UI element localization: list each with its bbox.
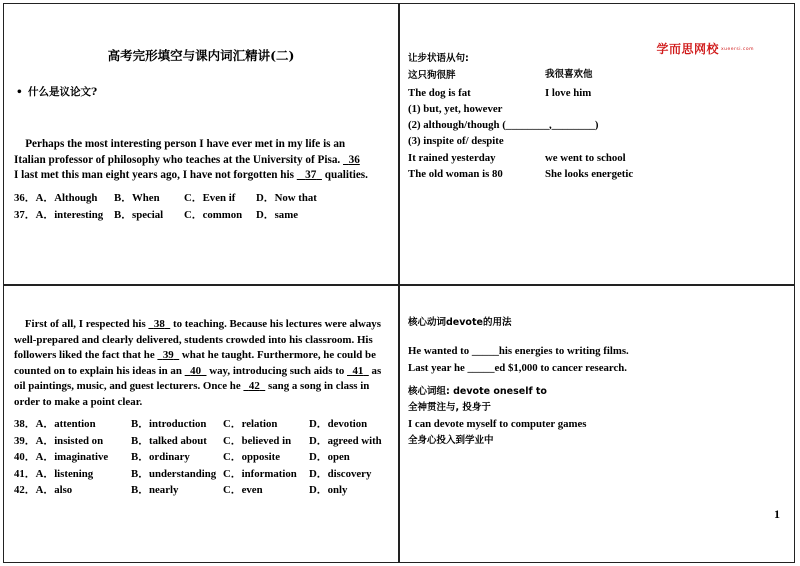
options-list <box>14 416 382 499</box>
passage-line: oil paintings, music, and guest lecturers. Once he 42 sang a song in class in <box>14 380 370 392</box>
example-row: 这只狗很胖 我很喜欢他 <box>408 69 593 82</box>
rule-line: (3) inspite of/ despite <box>408 135 504 148</box>
blank-38: 38 <box>153 318 165 330</box>
slide-top-left <box>3 3 399 285</box>
page-number: 1 <box>774 507 780 521</box>
rule-line: (1) but, yet, however <box>408 102 503 115</box>
options-list <box>14 190 317 223</box>
slide-top-right <box>399 3 795 285</box>
option-row: 42．A．also B．nearly C．even D．only <box>14 484 348 496</box>
phrase-heading: 核心词组: devote oneself to <box>408 385 547 397</box>
example-sentence: I can devote myself to computer games <box>408 418 587 431</box>
option-row: 37．A．interesting B．special C．common D．same <box>14 208 298 221</box>
passage-paragraph <box>14 137 368 184</box>
passage-line: Italian professor of philosophy who teaches at the University of Pisa. 36 <box>14 153 360 166</box>
passage-line: I last met this man eight years ago, I have not forgotten his 37 qualities. <box>14 169 368 181</box>
passage-line: order to make a point clear. <box>14 395 143 408</box>
blank-42: 42 <box>248 380 260 392</box>
bullet-item <box>16 84 97 99</box>
blank-40: 40 <box>190 364 202 377</box>
slide-bottom-right <box>399 285 795 563</box>
example-sentence: He wanted to _____his energies to writing films. <box>408 345 629 358</box>
phrase-translation: 全身心投入到学业中 <box>408 434 494 446</box>
section-heading: 让步状语从句: <box>408 53 469 64</box>
passage-line: followers liked the fact that he 39 what he taught. Furthermore, he could be <box>14 349 376 361</box>
example-sentence: Last year he _____ed $1,000 to cancer research. <box>408 361 628 374</box>
slide-title: 高考完形填空与课内词汇精讲(二) <box>107 48 295 63</box>
devote-section <box>408 315 629 449</box>
slide-bottom-left <box>3 285 399 563</box>
phrase-translation: 全神贯注与, 投身于 <box>408 402 491 414</box>
blank-39: 39 <box>162 349 174 361</box>
example-row: It rained yesterday we went to school <box>408 151 626 164</box>
rule-line: (2) although/though (________,________) <box>408 119 599 132</box>
option-row: 38．A．attention B．introduction C．relation D．devotion <box>14 418 368 430</box>
option-row: 36．A．Although B．When C．Even if D．Now that <box>14 192 317 204</box>
bullet-text: 什么是议论文? <box>28 86 98 98</box>
concession-section <box>408 51 634 182</box>
blank-37: 37 <box>305 169 317 181</box>
passage-line: counted on to explain his ideas in an 40 way, introducing such aids to 41 as <box>14 364 382 377</box>
option-row: 40．A．imaginative B．ordinary C．opposite D．open <box>14 451 350 463</box>
option-row: 41．A．listening B．understanding C．information D．discovery <box>14 467 372 480</box>
blank-36: 36 <box>348 153 360 166</box>
bullet-dot: • <box>16 86 23 98</box>
section-heading: 核心动词devote的用法 <box>408 317 512 328</box>
passage-line: Perhaps the most interesting person I have ever met in my life is an <box>25 138 346 150</box>
passage-paragraph <box>14 317 381 410</box>
passage-line: well-prepared and clearly delivered, students crowded into his classroom. His <box>14 333 373 346</box>
example-row: The old woman is 80 She looks energetic <box>408 168 634 181</box>
option-row: 39．A．insisted on B．talked about C．believed in D．agreed with <box>14 434 382 447</box>
passage-line: First of all, I respected his 38 to teaching. Because his lectures were always <box>24 318 381 330</box>
brand-logo: 学而思网校 xueersi.com <box>656 42 754 56</box>
example-row: The dog is fat I love him <box>408 86 592 99</box>
blank-41: 41 <box>352 364 364 377</box>
